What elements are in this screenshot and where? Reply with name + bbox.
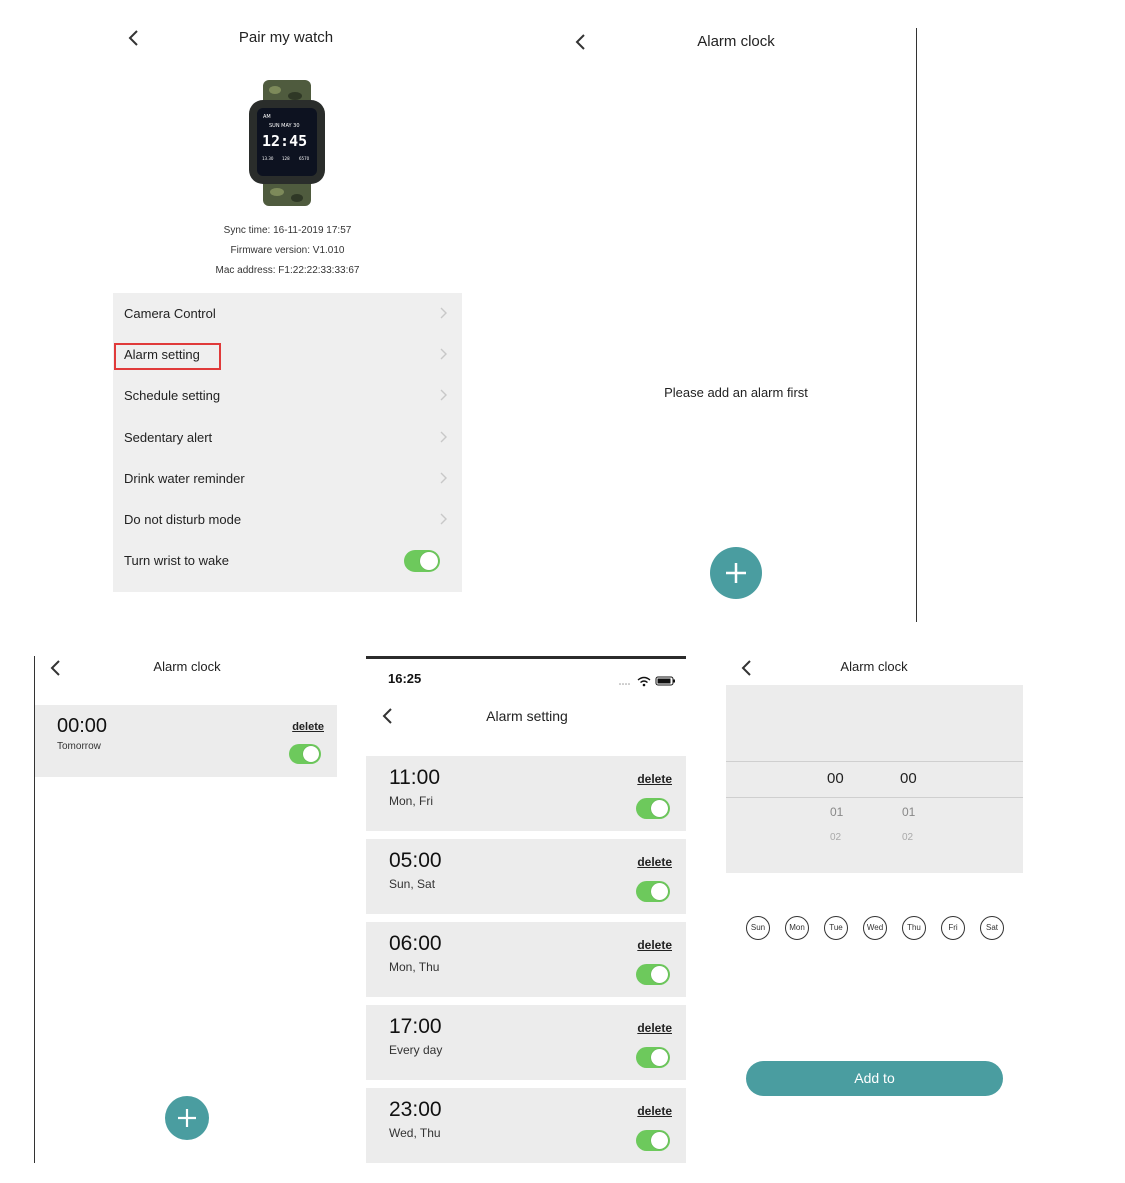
picker-minute-next: 01: [902, 805, 916, 819]
top-bar: [366, 656, 686, 659]
time-picker[interactable]: [726, 685, 1023, 873]
plus-icon: [165, 1096, 209, 1140]
picker-hour-selected[interactable]: 00: [827, 770, 844, 787]
menu-item-label: Alarm setting: [124, 347, 200, 362]
alarm-toggle[interactable]: [289, 744, 321, 764]
delete-link[interactable]: delete: [637, 1104, 672, 1118]
back-icon[interactable]: [124, 28, 144, 48]
add-to-button[interactable]: Add to: [746, 1061, 1003, 1096]
alarm-days: Mon, Thu: [389, 960, 440, 974]
back-icon[interactable]: [571, 32, 591, 52]
menu-item-label: Turn wrist to wake: [124, 553, 229, 568]
alarm-days: Mon, Fri: [389, 794, 434, 808]
day-sat[interactable]: Sat: [980, 916, 1004, 940]
mac-address: Mac address: F1:22:22:33:33:67: [215, 265, 360, 276]
alarm-toggle[interactable]: [636, 1047, 670, 1068]
day-fri[interactable]: Fri: [941, 916, 965, 940]
menu-item-camera-control[interactable]: [113, 293, 462, 334]
back-icon[interactable]: [378, 706, 398, 726]
empty-message: Please add an alarm first: [664, 385, 808, 400]
alarm-card[interactable]: [366, 1005, 686, 1080]
alarm-time: 06:00: [389, 932, 442, 955]
plus-icon: [710, 547, 762, 599]
chevron-right-icon: [438, 388, 448, 402]
picker-minute-selected[interactable]: 00: [900, 770, 917, 787]
chevron-right-icon: [438, 347, 448, 361]
menu-item-alarm-setting[interactable]: [113, 334, 462, 375]
alarm-card[interactable]: [366, 922, 686, 997]
alarm-time: 00:00: [57, 715, 108, 737]
alarm-time: 05:00: [389, 849, 442, 872]
menu-item-turn-wrist-to-wake: [113, 540, 462, 581]
alarm-days: Wed, Thu: [389, 1126, 441, 1140]
delete-link[interactable]: delete: [637, 938, 672, 952]
alarm-card[interactable]: [366, 756, 686, 831]
day-sun[interactable]: Sun: [746, 916, 770, 940]
watch-stat-2: 128: [282, 156, 290, 161]
watch-stat-3: 6570: [299, 156, 310, 161]
alarm-toggle[interactable]: [636, 1130, 670, 1151]
day-tue[interactable]: Tue: [824, 916, 848, 940]
page-title: Alarm setting: [486, 708, 568, 724]
watch-ampm: AM: [263, 114, 271, 120]
page-title: Alarm clock: [840, 659, 908, 674]
alarm-time: 23:00: [389, 1098, 442, 1121]
alarm-days: Every day: [389, 1043, 443, 1057]
firmware-version: Firmware version: V1.010: [230, 245, 345, 256]
wrist-wake-toggle[interactable]: [404, 550, 440, 572]
alarm-time: 11:00: [389, 766, 440, 789]
day-wed[interactable]: Wed: [863, 916, 887, 940]
menu-item-label: Schedule setting: [124, 388, 221, 403]
divider: [916, 28, 917, 622]
day-thu[interactable]: Thu: [902, 916, 926, 940]
delete-link[interactable]: delete: [292, 721, 324, 733]
watch-time: 12:45: [262, 132, 308, 150]
add-alarm-button[interactable]: [165, 1096, 209, 1140]
status-icons: [618, 674, 678, 686]
status-time: 16:25: [388, 671, 422, 686]
chevron-right-icon: [438, 471, 448, 485]
menu-item-sedentary-alert[interactable]: [113, 417, 462, 458]
alarm-days: Sun, Sat: [389, 877, 436, 891]
add-alarm-button[interactable]: [710, 547, 762, 599]
chevron-right-icon: [438, 512, 448, 526]
delete-link[interactable]: delete: [637, 772, 672, 786]
delete-link[interactable]: delete: [637, 855, 672, 869]
sync-time: Sync time: 16-11-2019 17:57: [223, 225, 352, 236]
page-title: Alarm clock: [153, 659, 221, 674]
chevron-right-icon: [438, 306, 448, 320]
back-icon[interactable]: [46, 658, 66, 678]
delete-link[interactable]: delete: [637, 1021, 672, 1035]
menu-item-schedule-setting[interactable]: [113, 375, 462, 416]
alarm-time: 17:00: [389, 1015, 442, 1038]
alarm-card[interactable]: [366, 1088, 686, 1163]
page-title: Alarm clock: [697, 33, 775, 50]
alarm-toggle[interactable]: [636, 881, 670, 902]
chevron-right-icon: [438, 430, 448, 444]
picker-minute-next2: 02: [902, 832, 914, 843]
watch-stat-1: 13.30: [262, 156, 274, 161]
alarm-toggle[interactable]: [636, 964, 670, 985]
settings-menu: [113, 293, 462, 592]
menu-item-label: Do not disturb mode: [124, 512, 242, 527]
menu-item-label: Camera Control: [124, 306, 216, 321]
alarm-card[interactable]: [366, 839, 686, 914]
menu-item-label: Sedentary alert: [124, 430, 213, 445]
page-title: Pair my watch: [238, 29, 334, 46]
watch-image: [247, 80, 327, 206]
watch-date: SUN MAY 30: [269, 123, 300, 129]
menu-item-drink-water-reminder[interactable]: [113, 458, 462, 499]
alarm-card[interactable]: [35, 705, 337, 777]
day-mon[interactable]: Mon: [785, 916, 809, 940]
back-icon[interactable]: [737, 658, 757, 678]
alarm-days: Tomorrow: [57, 741, 101, 752]
menu-item-label: Drink water reminder: [124, 471, 245, 486]
alarm-toggle[interactable]: [636, 798, 670, 819]
picker-hour-next2: 02: [830, 832, 842, 843]
picker-hour-next: 01: [830, 805, 844, 819]
menu-item-do-not-disturb[interactable]: [113, 499, 462, 540]
